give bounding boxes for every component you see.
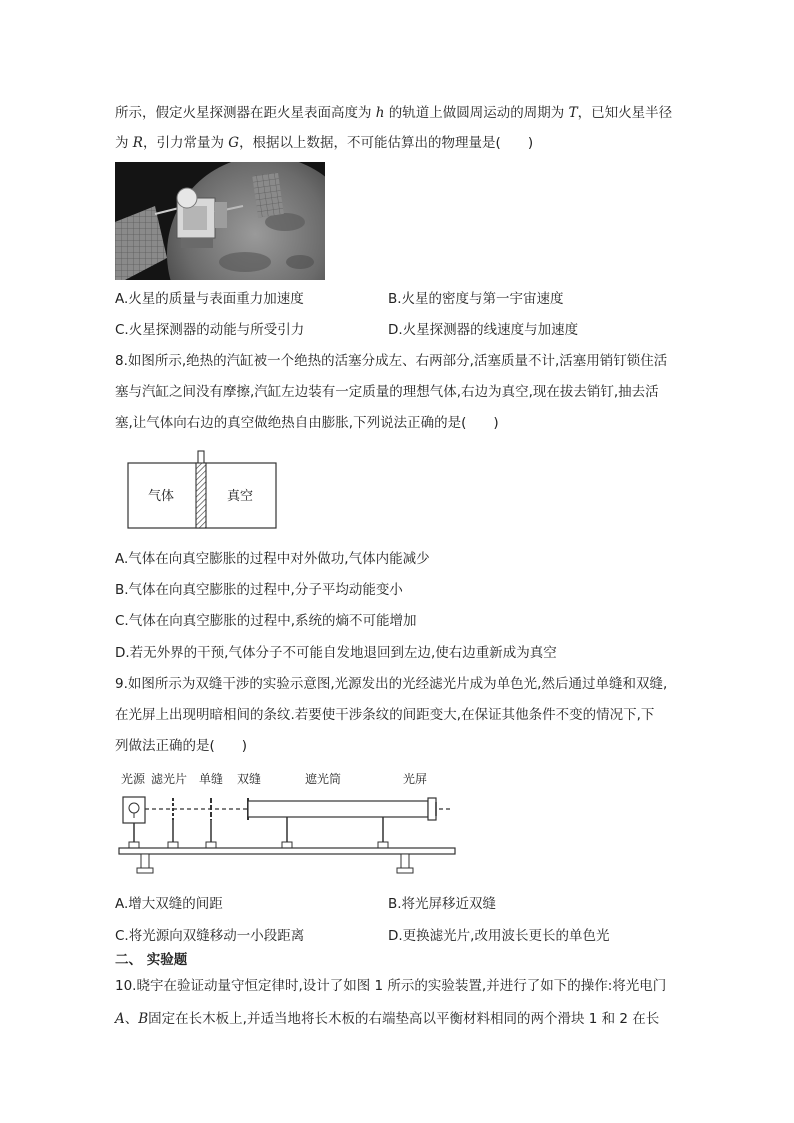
gas-label: 气体 [147, 489, 175, 504]
q9-option-c: C.将光源向双缝移动一小段距离 [115, 928, 305, 944]
q9-stem-line-3: 列做法正确的是( ) [115, 738, 248, 754]
label-filter: 滤光片 [151, 772, 188, 786]
q9-option-d: D.更换滤光片,改用波长更长的单色光 [388, 928, 610, 944]
q8-option-a: A.气体在向真空膨胀的过程中对外做功,气体内能减少 [115, 551, 430, 567]
q8-option-c: C.气体在向真空膨胀的过程中,系统的熵不可能增加 [115, 613, 417, 629]
optical-bench [119, 848, 455, 854]
q7-stem-line-1: 所示，假定火星探测器在距火星表面高度为 h 的轨道上做圆周运动的周期为 T，已知火星半径 [115, 105, 673, 121]
bulb-icon [129, 803, 139, 813]
q10-stem-line-1: 10.晓宇在验证动量守恒定律时,设计了如图 1 所示的实验装置,并进行了如下的操作:将光电门 [115, 978, 667, 994]
label-light-source: 光源 [121, 772, 146, 786]
q7-option-b: B.火星的密度与第一宇宙速度 [388, 291, 564, 307]
label-double-slit: 双缝 [237, 772, 262, 786]
q8-option-b: B.气体在向真空膨胀的过程中,分子平均动能变小 [115, 582, 403, 598]
var-h: h [375, 105, 385, 121]
q8-stem-line-3: 塞,让气体向右边的真空做绝热自由膨胀,下列说法正确的是( ) [115, 415, 499, 431]
q7-stem-line-2: 为 R，引力常量为 G，根据以上数据，不可能估算出的物理量是( ) [115, 135, 534, 151]
var-T: T [568, 105, 578, 121]
label-screen: 光屏 [403, 772, 428, 786]
q9-option-a: A.增大双缝的间距 [115, 896, 223, 912]
q8-stem-line-1: 8.如图所示,绝热的汽缸被一个绝热的活塞分成左、右两部分,活塞质量不计,活塞用销钉锁住活 [115, 353, 668, 369]
label-single-slit: 单缝 [199, 772, 224, 786]
q8-option-d: D.若无外界的干预,气体分子不可能自发地退回到左边,使右边重新成为真空 [115, 645, 557, 661]
q9-option-b: B.将光屏移近双缝 [388, 896, 497, 912]
section-title: 二、 实验题 [115, 952, 188, 968]
q10-stem-line-2: A、B固定在长木板上,并适当地将长木板的右端垫高以平衡材料相同的两个滑块 1 和 2 在长 [115, 1011, 660, 1027]
piston [196, 463, 206, 528]
q7-option-a: A.火星的质量与表面重力加速度 [115, 291, 304, 307]
label-light-tube: 遮光筒 [305, 772, 342, 786]
vacuum-label: 真空 [226, 489, 254, 504]
q9-stem-line-2: 在光屏上出现明暗相间的条纹.若要使干涉条纹的间距变大,在保证其他条件不变的情况下,下 [115, 707, 655, 723]
q7-option-d: D.火星探测器的线速度与加速度 [388, 322, 579, 338]
q9-stem-line-1: 9.如图所示为双缝干涉的实验示意图,光源发出的光经滤光片成为单色光,然后通过单缝和双缝, [115, 676, 668, 692]
q7-option-c: C.火星探测器的动能与所受引力 [115, 322, 305, 338]
q8-stem-line-2: 塞与汽缸之间没有摩擦,汽缸左边装有一定质量的理想气体,右边为真空,现在拔去销钉,抽去活 [115, 384, 659, 400]
light-tube [248, 801, 428, 817]
cylinder-diagram [125, 449, 280, 531]
double-slit-diagram [115, 768, 465, 880]
var-G: G [228, 135, 240, 151]
screen-holder [428, 798, 436, 820]
mars-probe-image [115, 162, 325, 280]
var-R: R [132, 135, 143, 151]
